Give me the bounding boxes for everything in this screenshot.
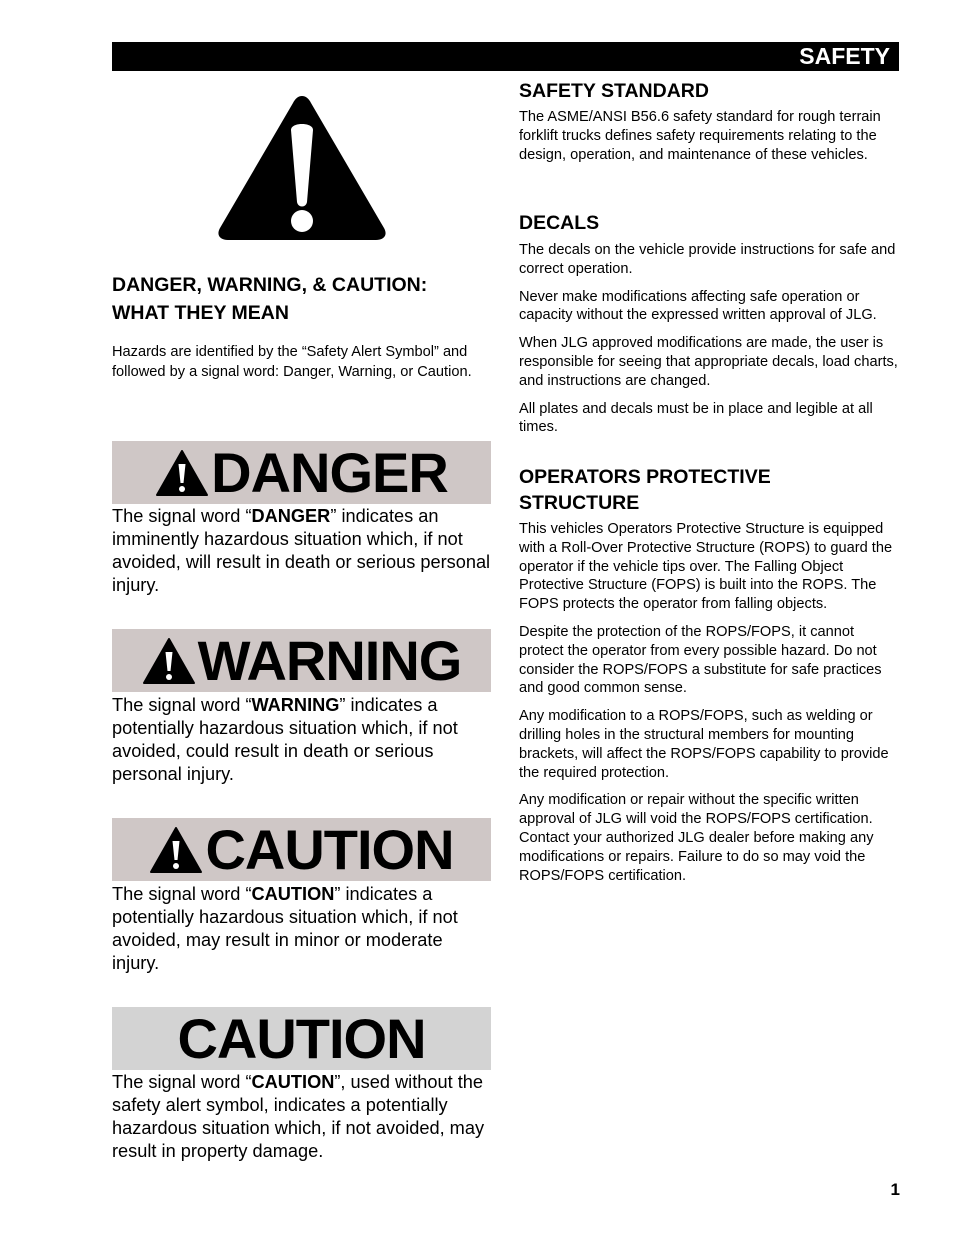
signal-words-intro: Hazards are identified by the “Safety Alert Symbol” and followed by a signal word: Danger, Warning, or Caution. <box>112 344 472 380</box>
warning-description: The signal word “WARNING” indicates a potentially hazardous situation which, if not avoided, could result in death or serious personal injury. <box>112 695 458 784</box>
safety-alert-small-icon <box>142 637 196 685</box>
safety-alert-small-icon <box>155 449 209 497</box>
safety-alert-small-icon <box>149 826 203 874</box>
ops-paragraph: Despite the protection of the ROPS/FOPS, it cannot protect the operator from every possible hazard. Do not consider the ROPS/FOPS a substitute for safe practices and good common sense. <box>519 623 882 697</box>
ops-title-line-2: STRUCTURE <box>519 492 640 514</box>
decals-paragraph: The decals on the vehicle provide instructions for safe and correct operation. <box>519 242 896 277</box>
safety-standard-text: The ASME/ANSI B56.6 safety standard for rough terrain forklift trucks defines safety requirements relating to the design, operation, and maintenance of these vehicles. <box>519 109 881 163</box>
decals-paragraph: When JLG approved modifications are made, the user is responsible for seeing that appropriate decals, load charts, and instructions are changed. <box>519 335 898 389</box>
section-title: SAFETY <box>799 43 890 69</box>
decals-title: DECALS <box>519 212 600 234</box>
caution-label: CAUTION <box>205 817 454 881</box>
page-number: 1 <box>890 1180 900 1199</box>
ops-title-line-1: OPERATORS PROTECTIVE <box>519 466 771 488</box>
decals-section <box>519 210 901 437</box>
decals-paragraph: All plates and decals must be in place and legible at all times. <box>519 400 873 436</box>
danger-label: DANGER <box>211 440 448 504</box>
ops-section <box>519 464 901 885</box>
danger-description: The signal word “DANGER” indicates an imminently hazardous situation which, if not avoided, will result in death or serious personal injury. <box>112 506 491 595</box>
caution-plain-panel <box>112 1007 491 1070</box>
safety-standard-section <box>519 78 901 164</box>
safety-standard-title: SAFETY STANDARD <box>519 80 709 102</box>
danger-bold-word: DANGER <box>251 506 331 526</box>
signal-words-heading <box>112 271 492 327</box>
caution-plain-label: CAUTION <box>177 1006 426 1070</box>
warning-bold-word: WARNING <box>251 695 340 715</box>
warning-label: WARNING <box>197 628 462 692</box>
decals-paragraph: Never make modifications affecting safe operation or capacity without the expressed written approval of JLG. <box>519 288 877 324</box>
danger-panel <box>112 441 491 504</box>
caution-plain-description: The signal word “CAUTION”, used without the safety alert symbol, indicates a potentially hazardous situation which, if not avoided, may result in property damage. <box>112 1072 485 1161</box>
caution-plain-bold-word: CAUTION <box>251 1072 335 1092</box>
safety-alert-triangle-icon <box>214 90 390 244</box>
ops-paragraph: This vehicles Operators Protective Structure is equipped with a Roll-Over Protective Structure (ROPS) to guard the operator if the vehicle tips over. The Falling Object Protective Structure (FOPS) is built into the ROPS. The FOPS protects the operator from falling objects. <box>519 521 893 613</box>
ops-paragraph: Any modification to a ROPS/FOPS, such as welding or drilling holes in the structural members for mounting brackets, will affect the ROPS/FOPS capability to provide the required protection. <box>519 708 889 781</box>
ops-paragraph: Any modification or repair without the specific written approval of JLG will void the ROPS/FOPS certification. Contact your authorized JLG dealer before making any modifications or repairs. Failure to do so may void the ROPS/FOPS certification. <box>519 792 874 884</box>
ops-title <box>519 464 901 516</box>
caution-bold-word: CAUTION <box>251 884 335 904</box>
heading-line-1: DANGER, WARNING, & CAUTION: <box>112 274 428 296</box>
caution-panel <box>112 818 491 881</box>
heading-line-2: WHAT THEY MEAN <box>112 302 289 324</box>
warning-panel <box>112 629 491 692</box>
caution-description: The signal word “CAUTION” indicates a potentially hazardous situation which, if not avoided, may result in minor or moderate injury. <box>112 884 458 973</box>
section-header-bar <box>112 42 899 71</box>
